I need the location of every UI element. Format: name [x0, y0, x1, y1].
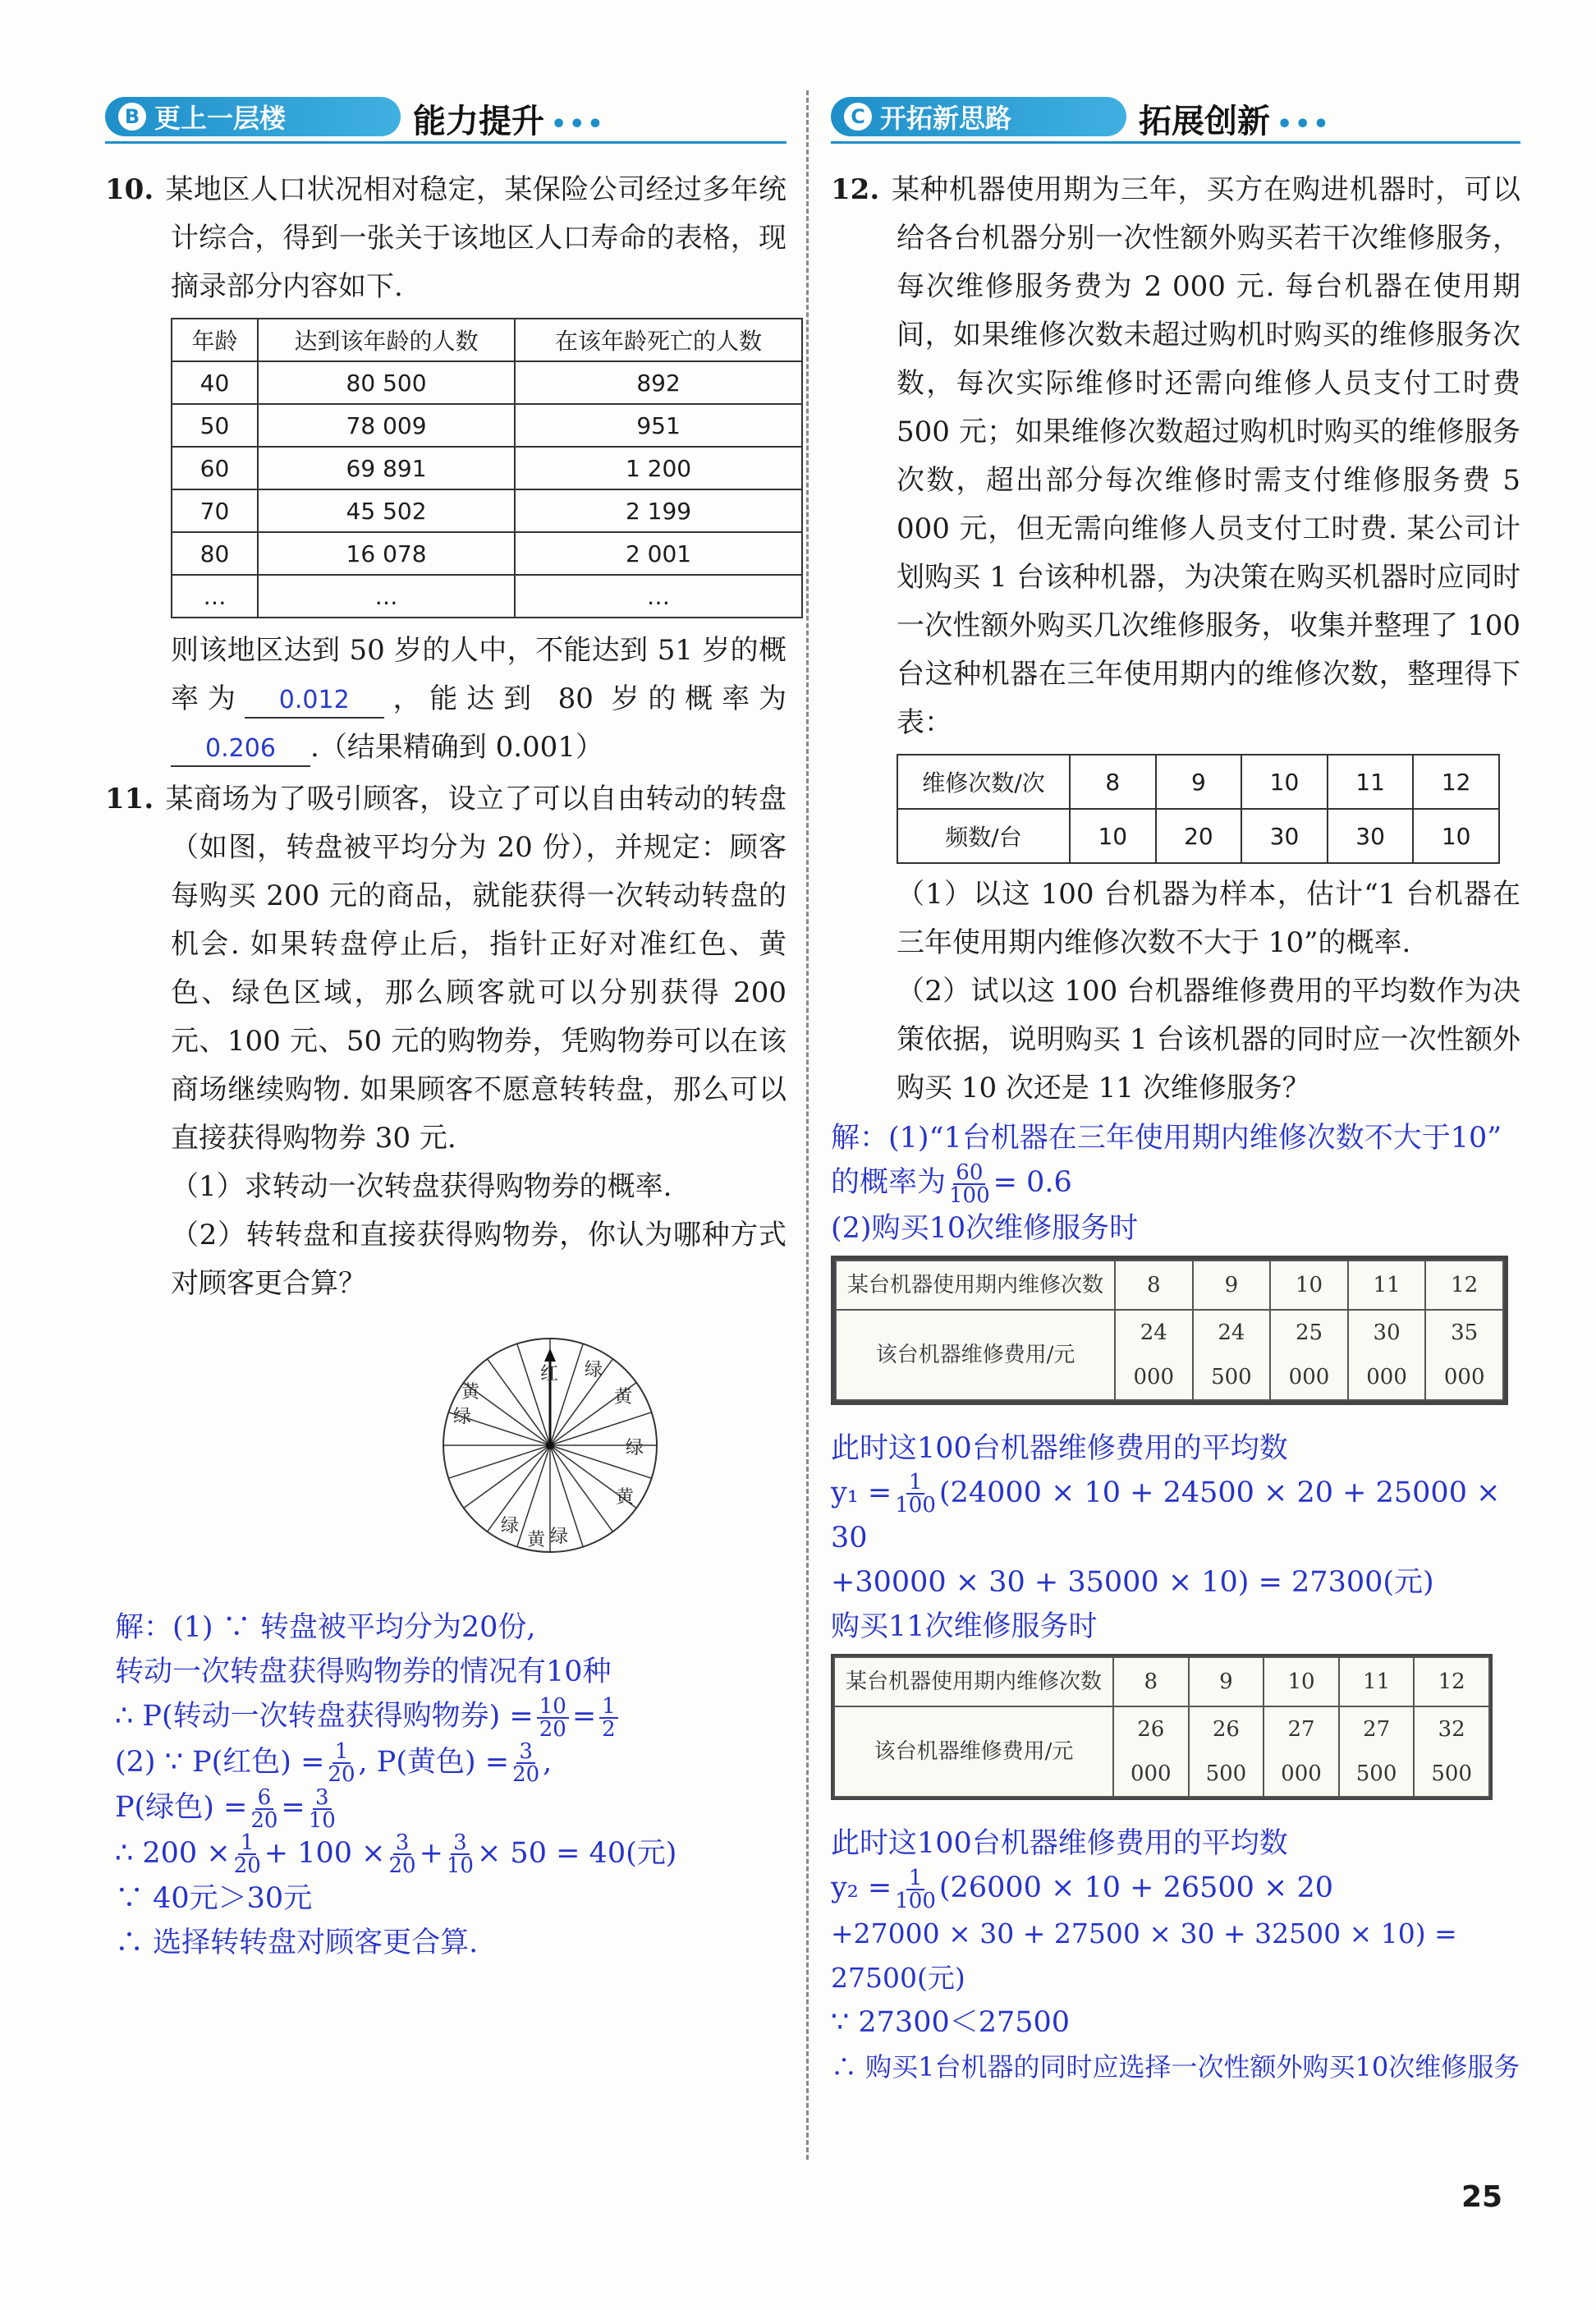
problem-10: 10. 某地区人口状况相对稳定，某保险公司经过多年统计综合，得到一张关于该地区人口寿命的表格，现摘录部分内容如下.	[105, 173, 787, 303]
wheel-spoke	[448, 1445, 550, 1478]
answer-blank-2: 0.206	[171, 732, 310, 767]
wheel-label: 黄	[614, 1387, 633, 1408]
wheel-spoke	[550, 1445, 612, 1532]
problem-11-q1: （1）求转动一次转盘获得购物券的概率.	[171, 1170, 672, 1203]
repair-frequency-table: 维修次数/次 8 9 10 11 12 频数/台 10 20 30 30 10	[897, 754, 1500, 864]
problem-11-q2: （2）转转盘和直接获得购物券，你认为哪种方式对顾客更合算？	[171, 1219, 787, 1300]
table-row: 50 78 009 951	[172, 404, 802, 447]
wheel-spoke	[464, 1445, 550, 1508]
column-divider	[806, 90, 809, 2160]
wheel-spoke	[517, 1343, 550, 1445]
wheel-label: 黄	[527, 1530, 546, 1550]
problem-10-question: 则该地区达到 50 岁的人中，不能达到 51 岁的概率为 0.012 ，能达到 80 岁的概率为0.206 .（结果精确到 0.001）	[105, 627, 787, 772]
cost-table-10: 某台机器使用期内维修次数 8 9 10 11 12 该台机器维修费用/元 24 000 24 500 25 000 30 000 35 000	[835, 1260, 1504, 1401]
section-header-c	[831, 90, 1520, 148]
answer-12: 解：(1)“1台机器在三年使用期内维修次数不大于10” 的概率为 $\frac{60}{100}$ = 0.6 (2)购买10次维修服务时 某台机器使用期内维修次数 8 9 10 11 12 该台机器维修费用/元 24 000 24 500 25 000 30 000 35 000 此时这100台机器维修费用的平均数 y₁ = $\frac{1}{100}$ (24000 × 10 + 24500 × 20 + 25000 × 30 +30000 × 30 + 35000 × 10) = 27300(元) 购买11次维修服务时 某台机器使用期内维修次数 8 9 10 11 12 该台机器维修费用/元 26 000 26 500 27 000 27 500 32 500 此时这100台机器维修费用的平均数 y₂ = $\frac{1}{100}$ (26000 × 10 + 26500 × 20 +27000 × 30 + 27500 × 30 + 32500 × 10) = 27500(元) ∵ 27300＜27500 ∴ 购买1台机器的同时应选择一次性额外购买10次维修服务	[831, 1122, 1520, 2083]
left-column	[105, 90, 787, 1308]
cost-table-11: 某台机器使用期内维修次数 8 9 10 11 12 该台机器维修费用/元 26 000 26 500 27 000 27 500 32 500	[833, 1656, 1490, 1798]
wheel-label: 绿	[585, 1360, 603, 1380]
right-column	[831, 90, 1520, 2089]
wheel-label: 黄	[461, 1382, 480, 1403]
answer-blank-1: 0.012	[245, 684, 384, 719]
table-row: 40 80 500 892	[172, 361, 802, 404]
life-table: 年龄 达到该年龄的人数 在该年龄死亡的人数 40 80 500 892 50 78 009 951 60 69 891 1 200 70 45 502 2 199 80 16 078 2 001 … … …	[171, 318, 803, 618]
problem-11: 11. 某商场为了吸引顾客，设立了可以自由转动的转盘（如图，转盘被平均分为 20 份），并规定：顾客每购买 200 元的商品，就能获得一次转动转盘的机会. 如果转盘停止后，指针正好对准红色、黄色、绿色区域，那么顾客就可以分别获得 200 元、100 元、50 元的购物券，凭购物券可以在该商场继续购物. 如果顾客不愿意转转盘，那么可以直接获得购物券 30 元.	[105, 783, 787, 1155]
wheel-spoke	[550, 1359, 612, 1445]
problem-12-q1: （1）以这 100 台机器为样本，估计“1 台机器在三年使用期内维修次数不大于 10”的概率.	[897, 878, 1520, 959]
table-row: 60 69 891 1 200	[172, 447, 802, 489]
section-title: 拓展创新 •••	[1139, 103, 1332, 140]
section-title: 能力提升 •••	[413, 103, 606, 140]
table-row: 80 16 078 2 001	[172, 532, 802, 575]
wheel-label: 绿	[550, 1527, 569, 1547]
problem-12-q2: （2）试以这 100 台机器维修费用的平均数作为决策依据，说明购买 1 台该机器的同时应一次性额外购买 10 次还是 11 次维修服务？	[897, 975, 1520, 1104]
section-badge: C	[844, 103, 872, 131]
section-label: 更上一层楼	[154, 103, 287, 134]
wheel-label: 黄	[616, 1487, 635, 1508]
table-row: … … …	[172, 575, 802, 618]
wheel-spoke	[550, 1343, 583, 1445]
spinner-wheel	[435, 1330, 665, 1560]
section-pill	[105, 97, 401, 136]
wheel-label: 绿	[501, 1516, 520, 1536]
page-number: 25	[1461, 2180, 1503, 2214]
wheel-label: 红	[540, 1364, 559, 1385]
section-label: 开拓新思路	[880, 103, 1012, 134]
wheel-label: 绿	[453, 1407, 472, 1427]
section-badge: B	[118, 103, 146, 131]
section-header-b	[105, 90, 787, 148]
table-row: 70 45 502 2 199	[172, 489, 802, 532]
problem-12: 12. 某种机器使用期为三年，买方在购进机器时，可以给各台机器分别一次性额外购买若干次维修服务，每次维修服务费为 2 000 元. 每台机器在使用期间，如果维修次数未超过购机时购买的维修服务次数，每次实际维修时还需向维修人员支付工时费 500 元；如果维修次数超过购机时购买的维修服务次数，超出部分每次维修时需支付维修服务费 5 000 元，但无需向维修人员支付工时费. 某公司计划购买 1 台该种机器，为决策在购买机器时应同时一次性额外购买几次维修服务，收集并整理了 100 台这种机器在三年使用期内的维修次数，整理得下表：	[831, 173, 1520, 739]
wheel-label: 绿	[626, 1438, 644, 1458]
section-pill	[831, 97, 1126, 136]
answer-11: 解：(1) ∵ 转盘被平均分为20份, 转动一次转盘获得购物券的情况有10种 ∴ P(转动一次转盘获得购物券) = $\frac{10}{20}$ = $\frac{1}{2}$ (2) ∵ P(红色) = $\frac{1}{20}$ , P(黄色) = $\frac{3}{20}$ , P(绿色) = $\frac{6}{20}$ = $\frac{3}{10}$ ∴ 200 × $\frac{1}{20}$ + 100 × $\frac{3}{20}$ + $\frac{3}{10}$ × 50 = 40(元) ∵ 40元＞30元 ∴ 选择转转盘对顾客更合算.	[115, 1611, 677, 1959]
